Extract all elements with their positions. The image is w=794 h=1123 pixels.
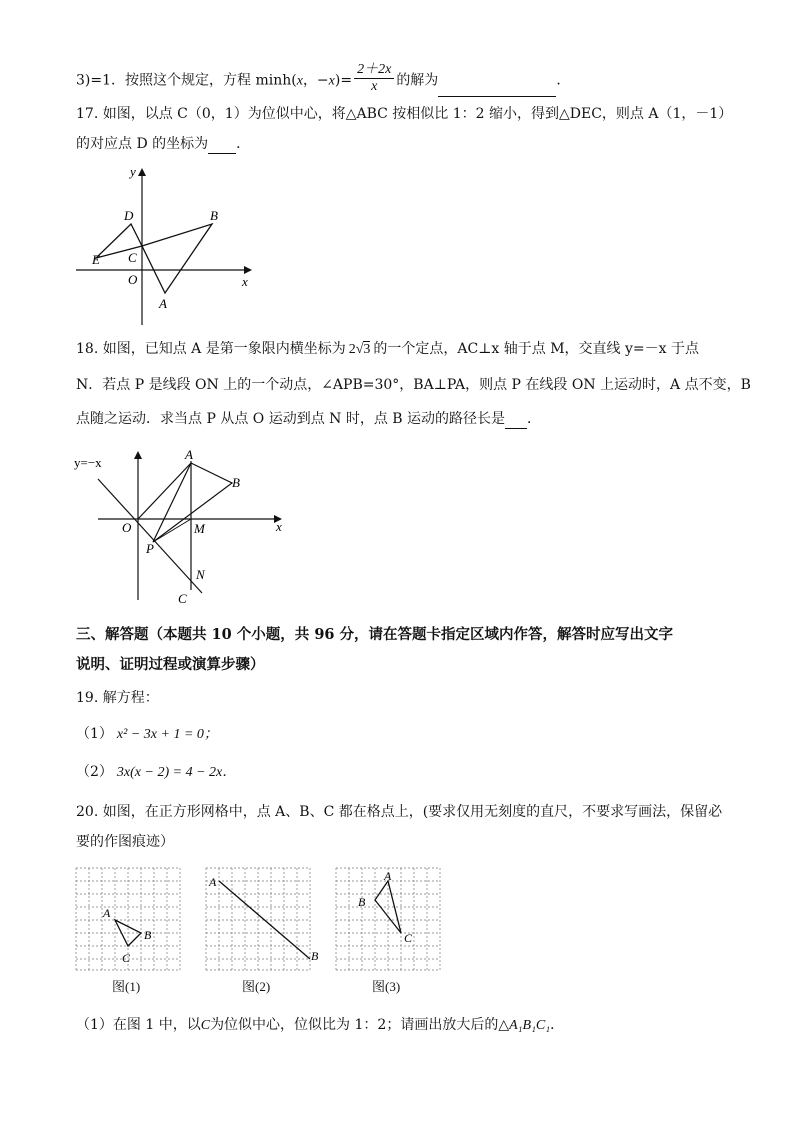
q17-label-a: A [159, 296, 167, 311]
q16-var1: x [296, 73, 303, 89]
q16-tail-line [76, 64, 570, 97]
q19-part2-label: （2） [76, 764, 113, 780]
q20-grid-1-label-a: A [103, 906, 111, 920]
q17-line1: 17. 如图，以点 C（0，1）为位似中心，将△ABC 按相似比 1：2 缩小，得到△DEC，则点 A（1，－1） [76, 106, 733, 122]
q18-line1a: 18. 如图，已知点 A 是第一象限内横坐标为 [76, 341, 346, 357]
q20-sub1-tri: A₁B₁C₁ [509, 1018, 551, 1033]
q17-line2-text: 的对应点 D 的坐标为 [76, 136, 209, 152]
q19-title: 19. 解方程： [76, 690, 159, 706]
q17-line2-end: ． [236, 136, 251, 152]
q17-label-d: D [124, 208, 134, 223]
q20-caption-2: 图(2) [242, 979, 271, 994]
q18-radicand: 3 [363, 342, 371, 357]
q18-y-arrow [134, 451, 142, 459]
q16-suffix: 的解为 [396, 72, 439, 89]
section3-line1: 三、解答题（本题共 10 个小题，共 96 分，请在答题卡指定区域内作答，解答时应写出文字 [76, 626, 674, 643]
q18-segment-oa [138, 463, 191, 519]
q20-sub1 [76, 1015, 564, 1036]
q18-label-n: N [196, 567, 205, 582]
q17-answer-blank[interactable] [208, 139, 236, 154]
q20-grid-3-label-a: A [384, 869, 392, 883]
q20-grid-3-label-b: B [358, 895, 366, 909]
q16-frac-num: 2＋2x [354, 62, 394, 79]
q17-label-b: B [210, 208, 218, 223]
q18-coef: 2 [348, 342, 356, 357]
section3-line2: 说明、证明过程或演算步骤） [76, 656, 265, 673]
q20-grid-2-segment-ab [219, 881, 310, 959]
q16-prefix: 3)=1．按照这个规定，方程 minh( [76, 72, 297, 89]
q18-label-b: B [232, 475, 240, 490]
q18-line3-end: ． [527, 411, 542, 427]
q19-part1-label: （1） [76, 726, 113, 742]
q18-line1 [76, 339, 699, 360]
q18-label-m: M [194, 521, 205, 536]
q20-sub1-mid: 为位似中心，位似比为 1：2；请画出放大后的△ [210, 1017, 510, 1033]
q17-line2 [76, 134, 250, 154]
q18-label-a: A [185, 447, 193, 462]
q17-label-x: x [242, 274, 248, 289]
q18-label-o: O [122, 520, 132, 535]
q20-caption-3: 图(3) [372, 979, 401, 994]
q20-grid-figure-3 [334, 866, 444, 974]
q17-triangle-abc [142, 224, 212, 293]
q18-label-x: x [276, 519, 282, 534]
q17-label-y: y [130, 164, 136, 179]
q17-label-e: E [92, 252, 100, 267]
q16-sep: ，− [302, 72, 329, 89]
q20-grid-2-label-b: B [311, 949, 319, 963]
q16-frac-den: x [371, 79, 378, 94]
q20-sub1-c: C [200, 1018, 211, 1033]
q16-close: )= [334, 72, 353, 89]
q18-answer-blank[interactable] [505, 414, 527, 429]
q18-line2: N．若点 P 是线段 ON 上的一个动点，∠APB=30°，BA⊥PA，则点 P 在线段 ON 上运动时，A 点不变，B [76, 377, 751, 393]
q18-label-c: C [178, 591, 187, 606]
q18-label-line: y=−x [74, 455, 102, 470]
q19-part2 [76, 762, 236, 783]
q19-part1 [76, 724, 218, 745]
q19-part2-equation: 3x(x − 2) = 4 − 2x． [116, 765, 237, 780]
q16-end: ． [556, 72, 571, 89]
q20-grid-1-label-c: C [122, 951, 131, 965]
q17-figure [70, 160, 270, 330]
q18-figure [70, 445, 300, 610]
q20-sub1-label: （1）在图 1 中，以 [76, 1017, 201, 1033]
q20-grid-figure-2 [204, 866, 320, 974]
q20-sub1-end: ． [550, 1017, 565, 1033]
q20-line1: 20. 如图，在正方形网格中，点 A、B、C 都在格点上，(要求仅用无刻度的直尺，不要求写画法，保留必 [76, 804, 723, 820]
q19-part1-equation: x² − 3x + 1 = 0； [116, 727, 218, 742]
q20-grid-3-label-c: C [404, 931, 413, 945]
q17-y-arrow [138, 168, 146, 176]
q17-x-arrow [244, 266, 252, 274]
q18-triangle-apb [153, 463, 232, 542]
q20-grid-2-label-a: A [209, 875, 217, 889]
q18-line-y-neg-x [98, 479, 202, 593]
q18-line3 [76, 409, 541, 429]
q17-label-o: O [128, 272, 138, 287]
q18-sqrt-expr [349, 342, 371, 357]
q20-grid-1-label-b: B [144, 928, 152, 942]
q18-line3-text: 点随之运动．求当点 P 从点 O 运动到点 N 时，点 B 运动的路径长是 [76, 411, 506, 427]
q17-label-c: C [128, 250, 137, 265]
q18-label-p: P [146, 541, 154, 556]
q20-grid-figure-1 [74, 866, 184, 974]
q20-line2: 要的作图痕迹） [76, 834, 174, 850]
q16-fraction [354, 62, 394, 95]
q20-caption-1: 图(1) [112, 979, 141, 994]
q16-var2: x [328, 73, 335, 89]
q18-line1b: 的一个定点，AC⊥x 轴于点 M，交直线 y=－x 于点 [373, 341, 699, 357]
q16-answer-blank[interactable] [438, 82, 556, 97]
q18-sqrt-sign: √ [355, 342, 364, 357]
